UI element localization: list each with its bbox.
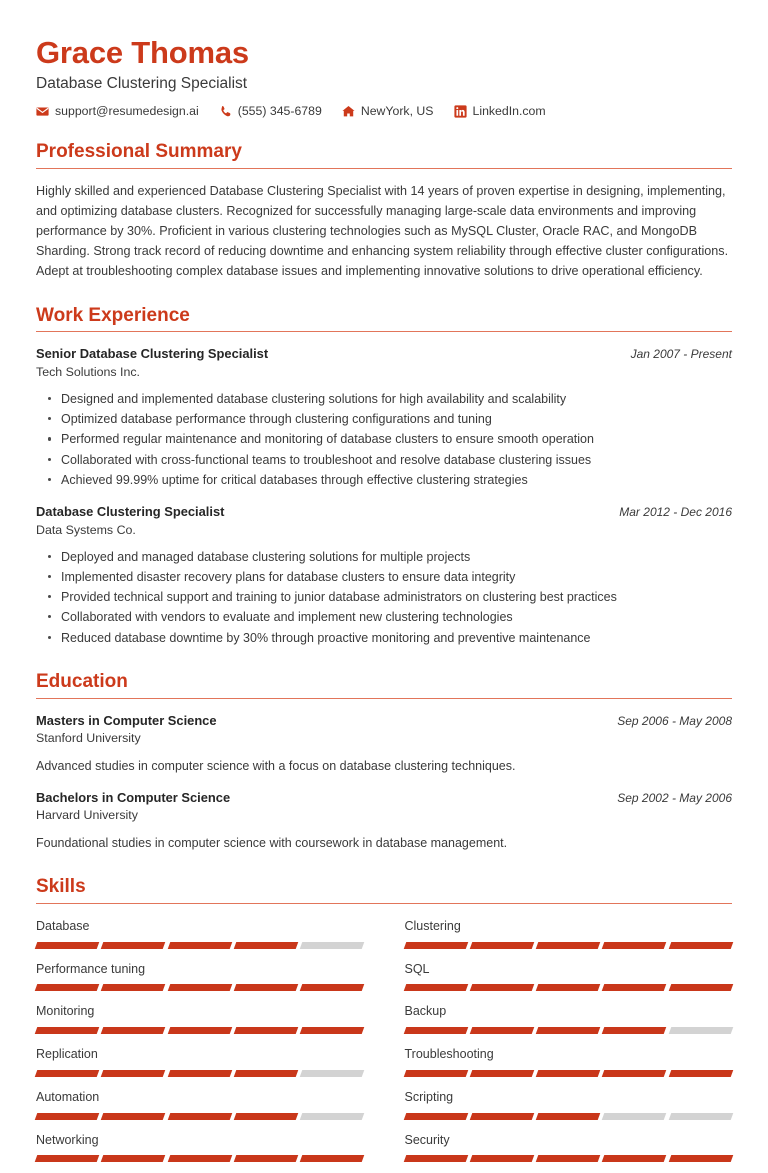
education-entry-head: [36, 789, 732, 806]
skill-level-segment: [470, 1027, 535, 1034]
experience-entry: [36, 503, 732, 648]
candidate-name: Grace Thomas: [36, 35, 249, 70]
skill-level-bar: [405, 1027, 733, 1034]
skill-item: [36, 917, 364, 960]
skill-level-segment: [602, 942, 667, 949]
contact-phone[interactable]: [219, 104, 322, 118]
list-item: Achieved 99.99% uptime for critical databases through effective clustering strategies: [61, 470, 732, 490]
education-degree: Masters in Computer Science: [36, 712, 217, 728]
skill-level-bar: [405, 1155, 733, 1162]
section-divider: [36, 168, 732, 169]
list-item: Optimized database performance through clustering configurations and tuning: [61, 409, 732, 429]
email-icon: [36, 105, 49, 118]
skill-level-segment: [101, 1113, 166, 1120]
experience-entry: [36, 345, 732, 490]
skill-level-segment: [35, 1027, 100, 1034]
contact-row: [36, 104, 732, 118]
skill-level-segment: [470, 1155, 535, 1162]
skill-level-segment: [668, 1070, 733, 1077]
skill-item: [36, 1088, 364, 1131]
skill-level-segment: [234, 1027, 299, 1034]
education-entry: [36, 789, 732, 853]
skill-item: [405, 1045, 733, 1088]
section-title-summary: Professional Summary: [36, 141, 242, 163]
experience-entry-head: [36, 345, 732, 362]
section-divider: [36, 698, 732, 699]
skill-level-bar: [405, 984, 733, 991]
skill-level-segment: [300, 942, 365, 949]
skill-level-segment: [234, 1070, 299, 1077]
experience-organization: Data Systems Co.: [36, 522, 136, 537]
skill-level-segment: [300, 1027, 365, 1034]
skill-level-bar: [36, 1027, 364, 1034]
skill-level-bar: [36, 1113, 364, 1120]
skill-level-bar: [36, 942, 364, 949]
contact-email[interactable]: [36, 104, 199, 118]
skill-level-segment: [536, 1027, 601, 1034]
skill-name: Backup: [404, 1004, 447, 1019]
experience-date: Mar 2012 - Dec 2016: [619, 505, 732, 520]
list-item: Designed and implemented database clustering solutions for high availability and scalability: [61, 389, 732, 409]
skill-name: Clustering: [404, 918, 461, 933]
skill-level-segment: [300, 1155, 365, 1162]
phone-icon: [219, 105, 232, 118]
contact-linkedin[interactable]: [454, 104, 546, 118]
list-item: Collaborated with vendors to evaluate and implement new clustering technologies: [61, 607, 732, 627]
skill-level-segment: [470, 1070, 535, 1077]
section-title-experience: Work Experience: [36, 304, 190, 326]
skill-name: Database: [36, 918, 90, 933]
skill-level-segment: [470, 984, 535, 991]
skill-level-segment: [602, 984, 667, 991]
section-skills: [36, 876, 732, 1173]
skill-item: [36, 960, 364, 1003]
section-title-skills: Skills: [36, 875, 86, 897]
skill-item: [405, 917, 733, 960]
education-entry-head: [36, 712, 732, 729]
skill-level-segment: [403, 1113, 468, 1120]
list-item: Collaborated with cross-functional teams to troubleshoot and resolve database clustering issues: [61, 450, 732, 470]
skill-level-segment: [536, 942, 601, 949]
skill-level-segment: [403, 984, 468, 991]
skill-level-segment: [167, 1113, 232, 1120]
skill-level-bar: [405, 1113, 733, 1120]
contact-linkedin-text: LinkedIn.com: [472, 104, 546, 119]
skill-level-segment: [602, 1155, 667, 1162]
skill-item: [405, 1131, 733, 1173]
skill-level-segment: [234, 984, 299, 991]
skill-level-segment: [668, 1027, 733, 1034]
summary-text: Highly skilled and experienced Database Clustering Specialist with 14 years of proven expertise in designing, implementing, and optimizing database clusters. Recognized for successfully managing large-scale data environments and improving performance by 30%. Proficient in various clustering technologies such as MySQL Cluster, Oracle RAC, and MongoDB Sharding. Strong track record of reducing downtime and enhancing system reliability through effective cluster configurations. Adept at troubleshooting complex database issues and implementing innovative solutions to drive operational efficiency.: [36, 184, 729, 278]
skill-level-segment: [403, 942, 468, 949]
skill-level-segment: [167, 1070, 232, 1077]
education-institution: Stanford University: [36, 731, 141, 746]
skill-level-segment: [234, 1155, 299, 1162]
skill-level-bar: [36, 984, 364, 991]
skill-level-segment: [536, 1113, 601, 1120]
skill-level-bar: [36, 1070, 364, 1077]
skill-name: Replication: [36, 1047, 98, 1062]
experience-entry-head: [36, 503, 732, 520]
contact-phone-text: (555) 345-6789: [237, 104, 322, 119]
section-title-education: Education: [36, 670, 128, 692]
skill-name: Automation: [36, 1089, 100, 1104]
skill-level-segment: [300, 1070, 365, 1077]
education-entry: [36, 712, 732, 776]
list-item: Deployed and managed database clustering solutions for multiple projects: [61, 547, 732, 567]
contact-location-text: NewYork, US: [360, 104, 434, 119]
experience-bullet-list: [36, 547, 732, 648]
skill-level-segment: [167, 942, 232, 949]
contact-location: [342, 104, 434, 118]
skill-level-segment: [35, 1113, 100, 1120]
skill-level-segment: [470, 942, 535, 949]
skills-grid: [36, 917, 732, 1173]
skill-level-segment: [101, 1070, 166, 1077]
experience-role: Senior Database Clustering Specialist: [36, 346, 269, 362]
section-divider: [36, 331, 732, 332]
skill-level-segment: [101, 1027, 166, 1034]
list-item: Performed regular maintenance and monitoring of database clusters to ensure smooth operation: [61, 429, 732, 449]
skill-level-segment: [668, 1113, 733, 1120]
skill-level-segment: [35, 984, 100, 991]
skill-level-segment: [234, 942, 299, 949]
skill-item: [405, 960, 733, 1003]
skill-level-segment: [668, 942, 733, 949]
linkedin-icon: [454, 105, 467, 118]
experience-date: Jan 2007 - Present: [630, 347, 732, 362]
experience-role: Database Clustering Specialist: [36, 504, 225, 520]
education-date: Sep 2002 - May 2006: [617, 790, 732, 805]
skill-level-segment: [101, 942, 166, 949]
skill-name: SQL: [404, 961, 430, 976]
home-icon: [342, 105, 355, 118]
section-education: [36, 671, 732, 853]
contact-email-text: support@resumedesign.ai: [55, 104, 199, 119]
skill-level-segment: [602, 1027, 667, 1034]
skill-level-segment: [668, 1155, 733, 1162]
experience-organization: Tech Solutions Inc.: [36, 364, 141, 379]
skill-level-bar: [405, 942, 733, 949]
skill-level-segment: [35, 1070, 100, 1077]
skill-level-segment: [668, 984, 733, 991]
list-item: Provided technical support and training to junior database administrators on clustering best practices: [61, 587, 732, 607]
skill-level-segment: [403, 1027, 468, 1034]
skill-item: [405, 1088, 733, 1131]
skill-level-segment: [470, 1113, 535, 1120]
skill-name: Security: [404, 1132, 450, 1147]
skill-level-segment: [167, 984, 232, 991]
skill-level-segment: [35, 942, 100, 949]
skill-level-segment: [300, 984, 365, 991]
skill-item: [405, 1002, 733, 1045]
skill-level-segment: [403, 1070, 468, 1077]
resume-header: [36, 36, 732, 118]
skill-level-bar: [36, 1155, 364, 1162]
education-description: Advanced studies in computer science with a focus on database clustering techniques.: [36, 759, 516, 774]
candidate-job-title: Database Clustering Specialist: [36, 74, 248, 92]
skill-level-segment: [536, 984, 601, 991]
skill-item: [36, 1131, 364, 1173]
skill-level-segment: [536, 1155, 601, 1162]
section-professional-summary: [36, 141, 732, 281]
skill-level-segment: [536, 1070, 601, 1077]
skill-name: Scripting: [404, 1089, 454, 1104]
education-description: Foundational studies in computer science with coursework in database management.: [36, 836, 508, 851]
skill-level-segment: [403, 1155, 468, 1162]
list-item: Implemented disaster recovery plans for database clusters to ensure data integrity: [61, 567, 732, 587]
skill-level-segment: [602, 1070, 667, 1077]
skill-level-segment: [602, 1113, 667, 1120]
education-institution: Harvard University: [36, 808, 138, 823]
list-item: Reduced database downtime by 30% through proactive monitoring and preventive maintenance: [61, 628, 732, 648]
skill-level-bar: [405, 1070, 733, 1077]
skill-name: Performance tuning: [36, 961, 146, 976]
section-divider: [36, 903, 732, 904]
skill-name: Monitoring: [36, 1004, 95, 1019]
section-work-experience: [36, 305, 732, 648]
skill-level-segment: [167, 1155, 232, 1162]
skill-level-segment: [101, 1155, 166, 1162]
education-date: Sep 2006 - May 2008: [617, 713, 732, 728]
skill-level-segment: [300, 1113, 365, 1120]
skill-name: Troubleshooting: [404, 1047, 494, 1062]
education-degree: Bachelors in Computer Science: [36, 789, 231, 805]
experience-bullet-list: [36, 389, 732, 490]
skill-level-segment: [234, 1113, 299, 1120]
skill-level-segment: [35, 1155, 100, 1162]
skill-name: Networking: [36, 1132, 99, 1147]
skill-item: [36, 1002, 364, 1045]
skill-level-segment: [101, 984, 166, 991]
skill-level-segment: [167, 1027, 232, 1034]
skill-item: [36, 1045, 364, 1088]
